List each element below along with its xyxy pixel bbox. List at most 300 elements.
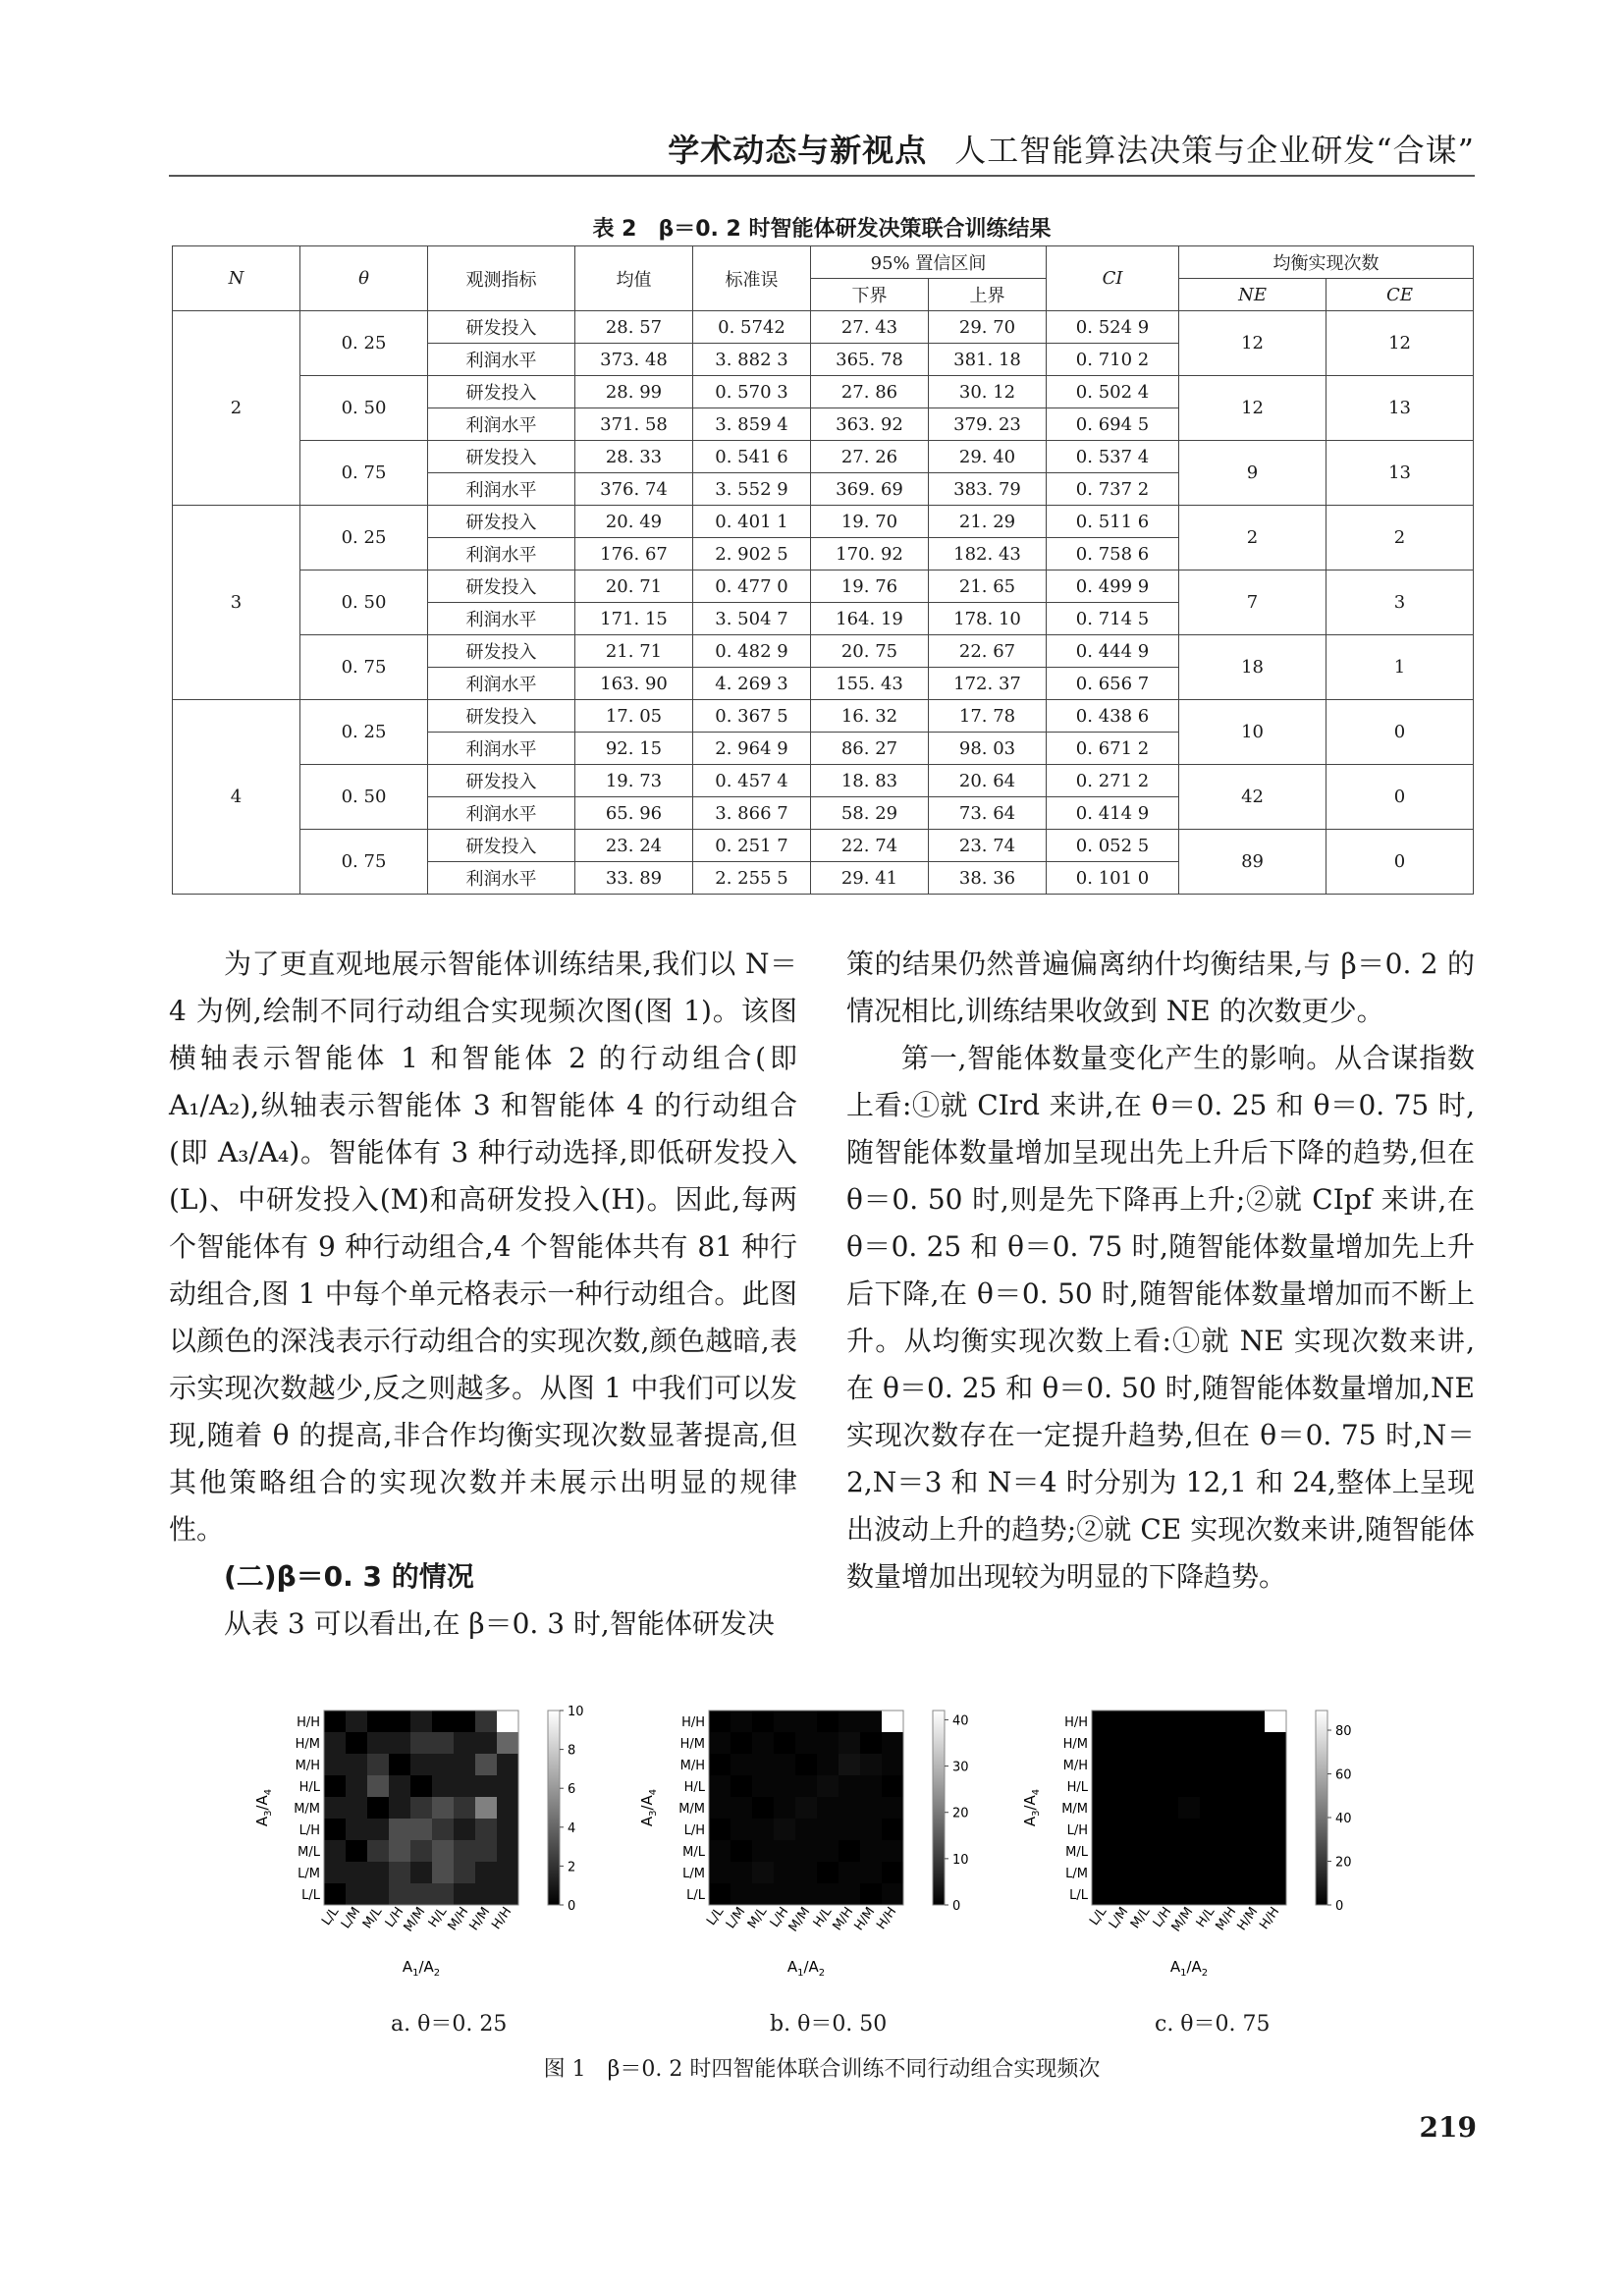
cell-se: 3. 882 3 (693, 344, 811, 376)
colorbar-tick-label: 10 (952, 1852, 969, 1868)
cell-lower: 86. 27 (811, 733, 929, 765)
y-tick-label: H/M (1062, 1737, 1088, 1752)
heatmap-cell (389, 1711, 410, 1732)
heatmap-cell (1113, 1775, 1135, 1797)
running-header (169, 118, 1475, 177)
y-tick-label: M/M (294, 1802, 320, 1817)
x-tick-label: M/L (744, 1904, 771, 1932)
y-axis-label-sub: 3 (1031, 1810, 1042, 1817)
heatmap-cell (774, 1711, 795, 1732)
table-row (173, 441, 1474, 473)
heatmap-cell (709, 1732, 731, 1754)
cell-ce: 0 (1326, 700, 1474, 765)
col-header-indicator: 观测指标 (428, 246, 575, 311)
cell-indicator: 利润水平 (428, 603, 575, 635)
heatmap-cell (1265, 1711, 1286, 1732)
y-axis-label-a: A (253, 1816, 271, 1827)
cell-ce: 2 (1326, 506, 1474, 570)
page-number: 219 (1419, 2111, 1477, 2144)
cell-lower: 170. 92 (811, 538, 929, 570)
col-header-ne: NE (1179, 279, 1326, 311)
cell-ci: 0. 758 6 (1047, 538, 1179, 570)
cell-indicator: 利润水平 (428, 862, 575, 895)
col-header-ce: CE (1326, 279, 1474, 311)
heatmap-cell (1200, 1797, 1221, 1819)
heatmap-cell (454, 1840, 475, 1862)
cell-mean: 20. 49 (575, 506, 693, 538)
heatmap-cell (1221, 1754, 1243, 1775)
x-tick-label: H/M (851, 1904, 879, 1934)
heatmap-cell (389, 1775, 410, 1797)
heatmap-cell (497, 1862, 518, 1883)
x-axis-label-sub: 2 (818, 1968, 826, 1979)
heatmap-cell (1092, 1775, 1113, 1797)
cell-lower: 16. 32 (811, 700, 929, 733)
x-axis-label-slash: /A (1186, 1958, 1202, 1976)
y-tick-label: L/M (1065, 1867, 1088, 1881)
cell-se: 2. 255 5 (693, 862, 811, 895)
cell-ci: 0. 524 9 (1047, 311, 1179, 344)
cell-upper: 98. 03 (929, 733, 1047, 765)
cell-upper: 182. 43 (929, 538, 1047, 570)
y-tick-label: L/L (301, 1888, 320, 1903)
heatmap-cell (795, 1840, 817, 1862)
heatmap-cell (389, 1840, 410, 1862)
cell-theta: 0. 50 (300, 376, 428, 441)
heatmap-cell (475, 1732, 497, 1754)
heatmap-cell (1221, 1819, 1243, 1840)
heatmap-cell (795, 1754, 817, 1775)
y-tick-label: M/L (1065, 1845, 1088, 1860)
col-header-mean: 均值 (575, 246, 693, 311)
heatmap-cell (1243, 1732, 1265, 1754)
heatmap-cell (1221, 1711, 1243, 1732)
heatmap-cell (1221, 1775, 1243, 1797)
heatmap-cell (1113, 1883, 1135, 1905)
cell-se: 3. 866 7 (693, 797, 811, 830)
heatmap-cell (454, 1754, 475, 1775)
heatmap-cell (1178, 1883, 1200, 1905)
cell-ce: 13 (1326, 441, 1474, 506)
y-tick-label: L/H (683, 1823, 705, 1838)
cell-n: 4 (173, 700, 300, 895)
heatmap-cell (1200, 1862, 1221, 1883)
heatmap-cell (1265, 1883, 1286, 1905)
table-row (173, 635, 1474, 668)
heatmap-cell (1265, 1797, 1286, 1819)
heatmap-cell (1200, 1732, 1221, 1754)
cell-ci: 0. 499 9 (1047, 570, 1179, 603)
heatmap-cell (1092, 1732, 1113, 1754)
heatmap-cell (709, 1862, 731, 1883)
x-axis-label-sub: 2 (433, 1968, 441, 1979)
colorbar-tick-label: 0 (952, 1899, 961, 1914)
heatmap-cell (752, 1711, 774, 1732)
heatmap-cell (1221, 1732, 1243, 1754)
cell-ne: 12 (1179, 376, 1326, 441)
heatmap-cell (1135, 1711, 1157, 1732)
cell-mean: 17. 05 (575, 700, 693, 733)
heatmap-cell (709, 1840, 731, 1862)
col-header-lower: 下界 (811, 279, 929, 311)
y-tick-label: H/L (298, 1780, 320, 1795)
heatmap-cell (410, 1754, 432, 1775)
cell-se: 0. 541 6 (693, 441, 811, 473)
heatmap-cell (324, 1754, 346, 1775)
cell-se: 0. 457 4 (693, 765, 811, 797)
y-tick-label: H/H (681, 1715, 705, 1730)
heatmap-cell (324, 1883, 346, 1905)
heatmap-cell (795, 1862, 817, 1883)
heatmap-cell (1200, 1775, 1221, 1797)
cell-upper: 381. 18 (929, 344, 1047, 376)
cell-se: 3. 859 4 (693, 408, 811, 441)
x-tick-label: L/L (704, 1904, 728, 1929)
heatmap-cell (795, 1775, 817, 1797)
heatmap-cell (882, 1775, 903, 1797)
heatmap-cell (882, 1883, 903, 1905)
x-tick-label: H/H (1257, 1904, 1283, 1932)
heatmap-cell (882, 1797, 903, 1819)
heatmap-cell (432, 1883, 454, 1905)
cell-indicator: 利润水平 (428, 797, 575, 830)
heatmap-cell (410, 1862, 432, 1883)
table-row (173, 311, 1474, 344)
cell-mean: 21. 71 (575, 635, 693, 668)
y-axis-label-sub: 4 (1031, 1788, 1042, 1796)
heatmap-cell (774, 1883, 795, 1905)
cell-theta: 0. 75 (300, 830, 428, 895)
cell-indicator: 研发投入 (428, 635, 575, 668)
heatmap-cell (432, 1797, 454, 1819)
cell-n: 3 (173, 506, 300, 700)
heatmap-cell (410, 1883, 432, 1905)
cell-ci: 0. 710 2 (1047, 344, 1179, 376)
heatmap-cell (1200, 1711, 1221, 1732)
cell-ne: 42 (1179, 765, 1326, 830)
x-axis-label-a: A (786, 1958, 798, 1976)
cell-se: 0. 251 7 (693, 830, 811, 862)
heatmap-cell (1113, 1819, 1135, 1840)
x-axis-label (403, 1958, 440, 1979)
colorbar-tick-label: 60 (1335, 1767, 1352, 1783)
heatmap-cell (1092, 1883, 1113, 1905)
col-header-se: 标准误 (693, 246, 811, 311)
heatmap-cell (1113, 1754, 1135, 1775)
heatmap-cell (752, 1797, 774, 1819)
cell-indicator: 研发投入 (428, 700, 575, 733)
cell-ci: 0. 511 6 (1047, 506, 1179, 538)
heatmap-cell (1243, 1840, 1265, 1862)
heatmap-cell (1157, 1732, 1178, 1754)
heatmap-cell (367, 1819, 389, 1840)
heatmap-cell (497, 1732, 518, 1754)
cell-se: 4. 269 3 (693, 668, 811, 700)
heatmap-cell (410, 1711, 432, 1732)
x-tick-label: L/M (338, 1904, 364, 1932)
heatmap-cell (795, 1819, 817, 1840)
heatmap-cell (860, 1883, 882, 1905)
heatmap-panel-2 (638, 1711, 969, 1979)
heatmap-cell (1265, 1754, 1286, 1775)
x-axis-label-sub: 2 (1201, 1968, 1209, 1979)
cell-upper: 17. 78 (929, 700, 1047, 733)
heatmap-cell (432, 1732, 454, 1754)
paragraph: 策的结果仍然普遍偏离纳什均衡结果,与 β＝0. 2 的情况相比,训练结果收敛到 NE 的次数更少。 (846, 948, 1475, 1027)
heatmap-cell (1221, 1840, 1243, 1862)
heatmap-cell (709, 1819, 731, 1840)
colorbar-tick-label: 40 (952, 1713, 969, 1729)
x-tick-label: M/L (1127, 1904, 1154, 1932)
cell-lower: 27. 86 (811, 376, 929, 408)
cell-mean: 28. 99 (575, 376, 693, 408)
heatmap-cell (1157, 1883, 1178, 1905)
heatmap-cell (410, 1819, 432, 1840)
heatmap-cell (839, 1797, 860, 1819)
heatmap-cell (346, 1883, 367, 1905)
colorbar-tick-label: 0 (1335, 1899, 1344, 1914)
heatmap-cell (1221, 1862, 1243, 1883)
colorbar-tick-label: 0 (568, 1899, 576, 1914)
cell-ne: 7 (1179, 570, 1326, 635)
y-axis-label (253, 1789, 274, 1826)
heatmap-cell (752, 1732, 774, 1754)
cell-ci: 0. 414 9 (1047, 797, 1179, 830)
cell-mean: 376. 74 (575, 473, 693, 506)
y-tick-label: M/M (1061, 1802, 1088, 1817)
heatmap-cell (839, 1775, 860, 1797)
heatmap-cell (774, 1840, 795, 1862)
heatmap-cell (752, 1819, 774, 1840)
heatmap-cell (839, 1732, 860, 1754)
cell-theta: 0. 50 (300, 570, 428, 635)
heatmap-cell (410, 1775, 432, 1797)
paragraph: 为了更直观地展示智能体训练结果,我们以 N＝4 为例,绘制不同行动组合实现频次图(图 1)。该图横轴表示智能体 1 和智能体 2 的行动组合(即 A₁/A₂),纵轴表示智能体 3 和智能体 4 的行动组合(即 A₃/A₄)。智能体有 3 种行动选择,即低研发投入(L)、中研发投入(M)和高研发投入(H)。因此,每两个智能体有 9 种行动组合,4 个智能体共有 81 种行动组合,图 1 中每个单元格表示一种行动组合。此图以颜色的深浅表示行动组合的实现次数,颜色越暗,表示实现次数越少,反之则越多。从图 1 中我们可以发现,随着 θ 的提高,非合作均衡实现次数显著提高,但其他策略组合的实现次数并未展示出明显的规律性。 (169, 948, 797, 1546)
heatmap-cell (817, 1797, 839, 1819)
heatmap-cell (475, 1754, 497, 1775)
heatmap-cell (795, 1797, 817, 1819)
y-tick-label: L/H (1066, 1823, 1088, 1838)
heatmap-cell (709, 1883, 731, 1905)
cell-ci: 0. 537 4 (1047, 441, 1179, 473)
cell-upper: 21. 29 (929, 506, 1047, 538)
heatmap-cell (774, 1797, 795, 1819)
heatmap-cell (752, 1754, 774, 1775)
heatmap-cell (1113, 1862, 1135, 1883)
cell-se: 0. 570 3 (693, 376, 811, 408)
heatmap-cell (367, 1775, 389, 1797)
heatmap-cell (367, 1754, 389, 1775)
y-tick-label: L/H (298, 1823, 320, 1838)
heatmap-cell (1157, 1862, 1178, 1883)
heatmap-cell (324, 1732, 346, 1754)
heatmap-cell (731, 1840, 752, 1862)
heatmap-cell (1265, 1862, 1286, 1883)
cell-indicator: 利润水平 (428, 344, 575, 376)
heatmap-cell (454, 1883, 475, 1905)
heatmap-cell (475, 1862, 497, 1883)
heatmap-cell (1135, 1775, 1157, 1797)
cell-upper: 23. 74 (929, 830, 1047, 862)
heatmap-cell (1135, 1819, 1157, 1840)
cell-n: 2 (173, 311, 300, 506)
x-tick-label: H/L (1193, 1904, 1218, 1930)
y-axis-label-slash: /A (638, 1795, 656, 1811)
heatmap-cell (432, 1840, 454, 1862)
colorbar-tick-label: 4 (568, 1820, 576, 1836)
x-tick-label: H/L (425, 1904, 451, 1930)
heatmap-cell (709, 1711, 731, 1732)
cell-ce: 12 (1326, 311, 1474, 376)
heatmap-cell (367, 1840, 389, 1862)
heatmap-cell (475, 1711, 497, 1732)
cell-indicator: 利润水平 (428, 733, 575, 765)
cell-mean: 171. 15 (575, 603, 693, 635)
heatmap-cell (454, 1732, 475, 1754)
cell-ce: 0 (1326, 765, 1474, 830)
heatmap-cell (1243, 1883, 1265, 1905)
y-tick-label: L/M (682, 1867, 705, 1881)
heatmap-cell (324, 1775, 346, 1797)
heatmap-cell (817, 1711, 839, 1732)
heatmap-cell (432, 1819, 454, 1840)
heatmap-cell (1113, 1840, 1135, 1862)
section-heading: (二)β＝0. 3 的情况 (224, 1560, 474, 1593)
cell-mean: 23. 24 (575, 830, 693, 862)
heatmap-cell (1135, 1732, 1157, 1754)
heatmap-cell (432, 1775, 454, 1797)
cell-lower: 22. 74 (811, 830, 929, 862)
heatmap-cell (1092, 1711, 1113, 1732)
cell-indicator: 研发投入 (428, 376, 575, 408)
heatmap-cell (497, 1840, 518, 1862)
cell-upper: 22. 67 (929, 635, 1047, 668)
heatmap-cell (731, 1883, 752, 1905)
heatmap-cell (1157, 1797, 1178, 1819)
x-axis-label-sub: 1 (1180, 1968, 1187, 1979)
y-tick-label: H/H (297, 1715, 320, 1730)
cell-ci: 0. 444 9 (1047, 635, 1179, 668)
cell-se: 0. 5742 (693, 311, 811, 344)
cell-theta: 0. 50 (300, 765, 428, 830)
heatmap-cell (1265, 1775, 1286, 1797)
cell-ce: 13 (1326, 376, 1474, 441)
colorbar-tick-label: 80 (1335, 1724, 1352, 1740)
heatmap-cell (454, 1711, 475, 1732)
heatmap-cell (774, 1754, 795, 1775)
heatmap-cell (795, 1711, 817, 1732)
heatmap-cell (731, 1754, 752, 1775)
heatmap-cell (432, 1711, 454, 1732)
y-tick-label: M/M (678, 1802, 705, 1817)
colorbar-tick-label: 40 (1335, 1812, 1352, 1827)
y-axis-label-slash: /A (253, 1795, 271, 1811)
heatmap-cell (752, 1862, 774, 1883)
cell-se: 0. 477 0 (693, 570, 811, 603)
heatmap-cell (475, 1819, 497, 1840)
heatmap-cell (774, 1732, 795, 1754)
x-tick-label: L/H (767, 1904, 792, 1930)
heatmap-cell (731, 1797, 752, 1819)
cell-ne: 89 (1179, 830, 1326, 895)
heatmap-cell (497, 1775, 518, 1797)
y-tick-label: M/L (298, 1845, 320, 1860)
heatmap-cell (367, 1732, 389, 1754)
heatmap-cell (839, 1754, 860, 1775)
heatmap-cell (709, 1754, 731, 1775)
heatmap-cell (497, 1883, 518, 1905)
heatmap-cell (454, 1775, 475, 1797)
cell-mean: 163. 90 (575, 668, 693, 700)
x-tick-label: M/H (1213, 1904, 1240, 1934)
cell-theta: 0. 25 (300, 700, 428, 765)
heatmap-cell (709, 1775, 731, 1797)
heatmap-cell (389, 1797, 410, 1819)
cell-upper: 379. 23 (929, 408, 1047, 441)
cell-lower: 58. 29 (811, 797, 929, 830)
cell-indicator: 利润水平 (428, 668, 575, 700)
x-axis-label-sub: 1 (797, 1968, 804, 1979)
heatmap-cell (324, 1862, 346, 1883)
heatmap-cell (1135, 1862, 1157, 1883)
heatmap-cell (1178, 1797, 1200, 1819)
heatmap-cell (752, 1775, 774, 1797)
y-tick-label: M/L (682, 1845, 705, 1860)
figure-heatmaps (0, 1699, 1624, 2003)
cell-mean: 373. 48 (575, 344, 693, 376)
x-tick-label: L/M (723, 1904, 749, 1932)
cell-theta: 0. 75 (300, 441, 428, 506)
heatmap-cell (1178, 1775, 1200, 1797)
heatmap-cell (1178, 1732, 1200, 1754)
heatmap-cell (1092, 1754, 1113, 1775)
heatmap-cell (839, 1883, 860, 1905)
heatmap-cell (1113, 1797, 1135, 1819)
y-tick-label: H/H (1064, 1715, 1088, 1730)
heatmap-cell (1092, 1840, 1113, 1862)
figure-caption: 图 1 β＝0. 2 时四智能体联合训练不同行动组合实现频次 (543, 2057, 1101, 2082)
paragraph: 第一,智能体数量变化产生的影响。从合谋指数上看:①就 CIrd 来讲,在 θ＝0. 25 和 θ＝0. 75 时,随智能体数量增加呈现出先上升后下降的趋势,但在 θ＝0. 50 时,则是先下降再上升;②就 CIpf 来讲,在 θ＝0. 25 和 θ＝0. 75 时,随智能体数量增加先上升后下降,在 θ＝0. 50 时,随智能体数量增加而不断上升。从均衡实现次数上看:①就 NE 实现次数来讲,在 θ＝0. 25 和 θ＝0. 50 时,随智能体数量增加,NE 实现次数存在一定提升趋势,但在 θ＝0. 75 时,N＝2,N＝3 和 N＝4 时分别为 12,1 和 24,整体上呈现出波动上升的趋势;②就 CE 实现次数来讲,随智能体数量增加出现较为明显的下降趋势。 (846, 1042, 1475, 1593)
heatmap-cell (324, 1711, 346, 1732)
heatmap-cell (1092, 1862, 1113, 1883)
y-tick-label: L/M (298, 1867, 320, 1881)
cell-lower: 164. 19 (811, 603, 929, 635)
cell-ne: 12 (1179, 311, 1326, 376)
y-axis-label-sub: 3 (648, 1810, 659, 1817)
heatmap-cell (1178, 1711, 1200, 1732)
cell-se: 2. 902 5 (693, 538, 811, 570)
heatmap-cell (346, 1862, 367, 1883)
heatmap-cell (709, 1797, 731, 1819)
cell-se: 0. 482 9 (693, 635, 811, 668)
cell-lower: 369. 69 (811, 473, 929, 506)
heatmap-cell (1113, 1711, 1135, 1732)
y-tick-label: H/M (295, 1737, 320, 1752)
paragraph: 从表 3 可以看出,在 β＝0. 3 时,智能体研发决 (224, 1607, 775, 1640)
heatmap-cell (367, 1711, 389, 1732)
cell-mean: 176. 67 (575, 538, 693, 570)
x-tick-label: M/M (785, 1904, 814, 1935)
colorbar-tick-label: 10 (568, 1705, 584, 1719)
right-column (846, 941, 1475, 1601)
cell-upper: 178. 10 (929, 603, 1047, 635)
y-axis-label-sub: 4 (263, 1788, 274, 1796)
y-tick-label: M/H (1062, 1759, 1088, 1773)
heatmap-cell (1243, 1711, 1265, 1732)
cell-lower: 29. 41 (811, 862, 929, 895)
heatmap-cell (839, 1862, 860, 1883)
cell-upper: 29. 40 (929, 441, 1047, 473)
